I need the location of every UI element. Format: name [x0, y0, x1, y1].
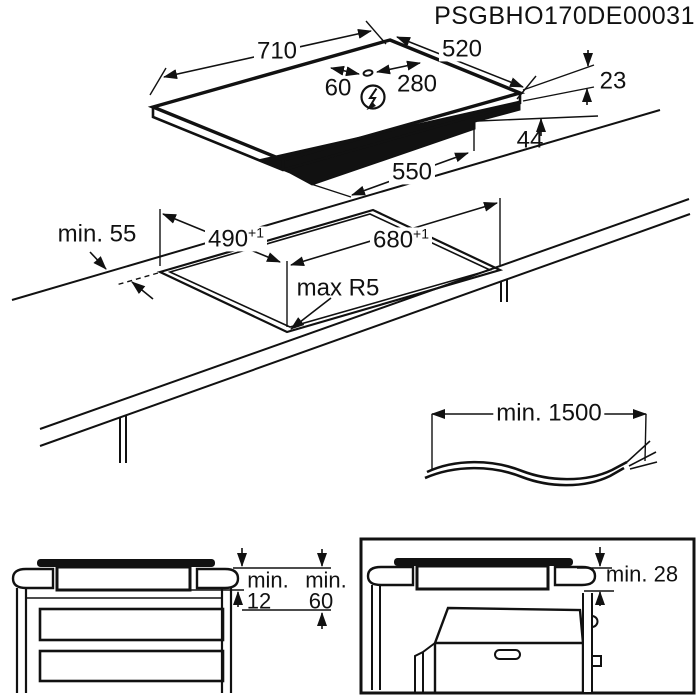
dim-label-bottom-clearance: 60 — [308, 588, 334, 614]
dim-label-drawer-clearance: 12 — [246, 588, 272, 614]
dim-label-min-a: min. — [247, 567, 289, 593]
dim-label-cable-offset-a: 60 — [324, 74, 352, 102]
dim-label-hob-depth: 520 — [439, 36, 485, 61]
dim-label-cable-length: min. 1500 — [493, 400, 604, 425]
dim-label-glass-thickness: 23 — [599, 67, 627, 95]
product-code: PSGBHO170DE00031 — [434, 2, 695, 30]
oven-top — [435, 608, 583, 643]
hob-body-section — [57, 567, 190, 590]
dim-label-cable-offset-b: 280 — [396, 70, 438, 98]
cable-hole — [363, 70, 373, 77]
hob-isometric-view — [150, 21, 598, 197]
dim-label-body-height: 44 — [516, 126, 544, 154]
dim-label-hob-width: 710 — [254, 38, 300, 63]
worktop-left-section-oven — [368, 567, 413, 585]
worktop-front-edge-top — [40, 199, 689, 429]
cutout-width-value: 680 — [372, 226, 414, 254]
worktop-left-section — [13, 569, 53, 588]
oven-handle — [495, 650, 520, 659]
drawer-lower — [40, 651, 223, 681]
cutout-width-tolerance: +1 — [413, 225, 430, 242]
worktop-back-edge — [12, 110, 660, 300]
cutout-depth-tolerance: +1 — [248, 224, 265, 241]
dim-label-min-b: min. — [305, 567, 347, 593]
hob-glass-section-oven — [394, 558, 573, 566]
dim-label-rear-distance: min. 55 — [57, 220, 137, 248]
cutout-depth-value: 490 — [207, 225, 249, 253]
worktop-right-section-oven — [555, 567, 595, 585]
dim-label-body-width: 550 — [389, 159, 435, 184]
drawer-upper — [40, 609, 223, 640]
dim-label-oven-clearance: min. 28 — [605, 561, 679, 587]
hob-glass-section — [37, 559, 215, 567]
oven-side-knob — [592, 656, 601, 666]
hob-body-section-oven — [417, 566, 548, 589]
dim-label-cutout-width — [370, 227, 432, 252]
cable-curve — [427, 462, 627, 479]
dim-label-corner-radius: max R5 — [296, 274, 380, 302]
worktop-right-section — [197, 569, 238, 588]
dim-label-cutout-depth — [205, 226, 267, 251]
lightning-bolt-icon — [362, 86, 385, 111]
